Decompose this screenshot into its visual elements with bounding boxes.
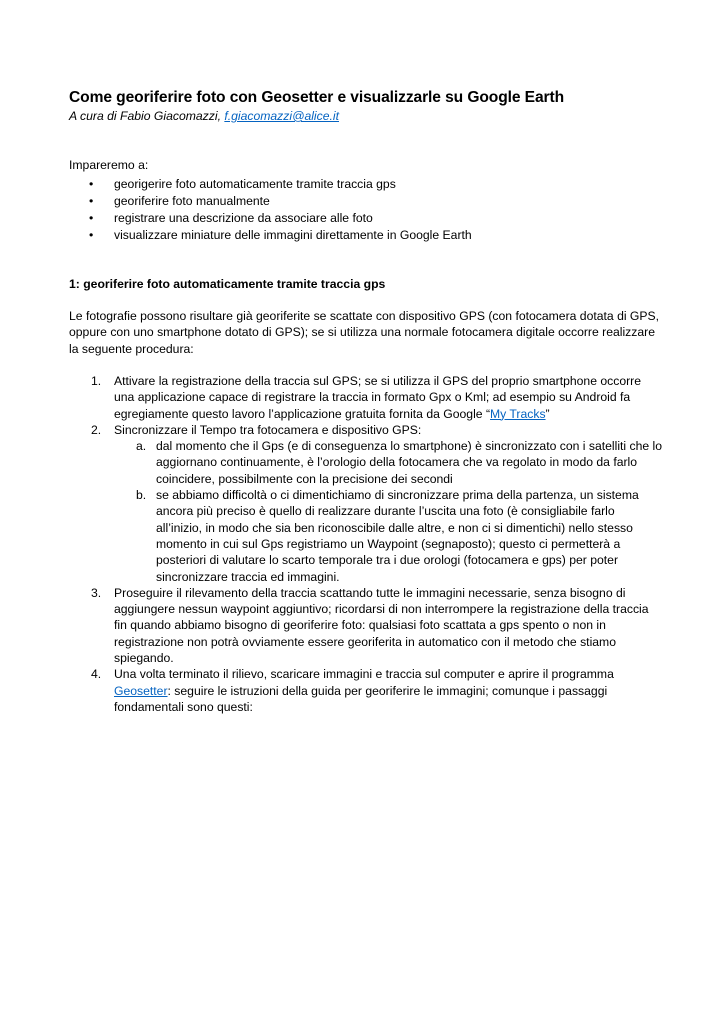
step-text: Proseguire il rilevamento della traccia scattando tutte le immagini necessarie, senza bisogno di aggiungere nessun waypoint aggiuntivo; ricordarsi di non interrompere la registrazione della traccia fin quando abbiamo bisogno di georiferire foto: qualsiasi foto scattata a gps spento o non in registrazione non potrà ovviamente essere georiferita in automatico con il metodo che stiamo spiegando.: [114, 585, 649, 666]
byline-author: A cura di Fabio Giacomazzi,: [69, 109, 225, 123]
sub-step-letter: b.: [136, 488, 147, 503]
bullet-icon: •: [89, 176, 94, 191]
procedure-steps: [69, 373, 664, 715]
section-paragraph: Le fotografie possono risultare già georiferite se scattate con dispositivo GPS (con fotocamera dotata di GPS, oppure con uno smartphone dotato di GPS); se si utilizza una normale fotocamera digitale occorre realizzare la seguente procedura:: [69, 309, 660, 356]
byline: [69, 108, 664, 124]
sub-step-b: [69, 487, 664, 585]
bullet-icon: •: [89, 193, 94, 208]
step-text-end: : seguire le istruzioni della guida per georiferire le immagini; comunque i passaggi fondamentali sono questi:: [114, 683, 608, 714]
step-number: 2.: [91, 422, 102, 437]
goals-list: [69, 176, 664, 244]
author-email-link[interactable]: f.giacomazzi@alice.it: [224, 109, 339, 123]
section-heading: 1: georiferire foto automaticamente tramite traccia gps: [69, 276, 386, 291]
document-title: Come georiferire foto con Geosetter e visualizzarle su Google Earth: [69, 89, 565, 106]
bullet-icon: •: [89, 228, 94, 243]
list-item-text: georigerire foto automaticamente tramite traccia gps: [114, 176, 396, 191]
step-text: Sincronizzare il Tempo tra fotocamera e dispositivo GPS:: [114, 422, 422, 437]
step-number: 1.: [91, 373, 102, 388]
sub-step-a: [69, 438, 664, 487]
step-number: 3.: [91, 585, 102, 600]
step-2: [69, 422, 664, 585]
intro-text: Impareremo a:: [69, 158, 149, 173]
step-text: Una volta terminato il rilievo, scaricare immagini e traccia sul computer e aprire il programma: [114, 667, 614, 682]
sub-step-text: dal momento che il Gps (e di conseguenza lo smartphone) è sincronizzato con i satelliti che lo aggiornano continuamente, è l’orologio della fotocamera che va regolato in modo da farlo coincidere, possibilmente con la precisione dei secondi: [156, 439, 663, 486]
list-item: [69, 193, 664, 209]
step-text: Attivare la registrazione della traccia sul GPS; se si utilizza il GPS del proprio smartphone occorre una applicazione capace di registrare la traccia in formato Gpx o Kml; ad esempio su Android fa egregiamente questo lavoro l’applicazione gratuita fornita da Google “: [114, 373, 641, 421]
step-1: [69, 373, 664, 422]
sub-step-letter: a.: [136, 439, 147, 454]
list-item: [69, 227, 664, 243]
list-item-text: visualizzare miniature delle immagini direttamente in Google Earth: [114, 228, 472, 243]
document-body: [69, 88, 664, 715]
step-text-end: ”: [545, 406, 550, 421]
step-4: [69, 666, 664, 715]
geosetter-link[interactable]: Geosetter: [114, 683, 168, 698]
step-3: [69, 585, 664, 666]
list-item-text: georiferire foto manualmente: [114, 193, 270, 208]
list-item: [69, 176, 664, 192]
sub-step-text: se abbiamo difficoltà o ci dimentichiamo di sincronizzare prima della partenza, un sistema ancora più preciso è quello di realizzare durante l’uscita una foto (è consigliabile farlo all’inizio, in modo che sia ben riconoscibile dalle altre, e non ci si dimentichi) nello stesso momento in cui sul Gps registriamo un Waypoint (segnaposto); questo ci permetterà a posteriori di valutare lo scarto temporale tra i due orologi (fotocamera e gps) per poter sincronizzare traccia ed immagini.: [156, 488, 639, 584]
bullet-icon: •: [89, 211, 94, 226]
step-number: 4.: [91, 667, 102, 682]
list-item-text: registrare una descrizione da associare alle foto: [114, 211, 373, 226]
list-item: [69, 210, 664, 226]
sub-steps: [114, 438, 664, 585]
my-tracks-link[interactable]: My Tracks: [490, 406, 546, 421]
